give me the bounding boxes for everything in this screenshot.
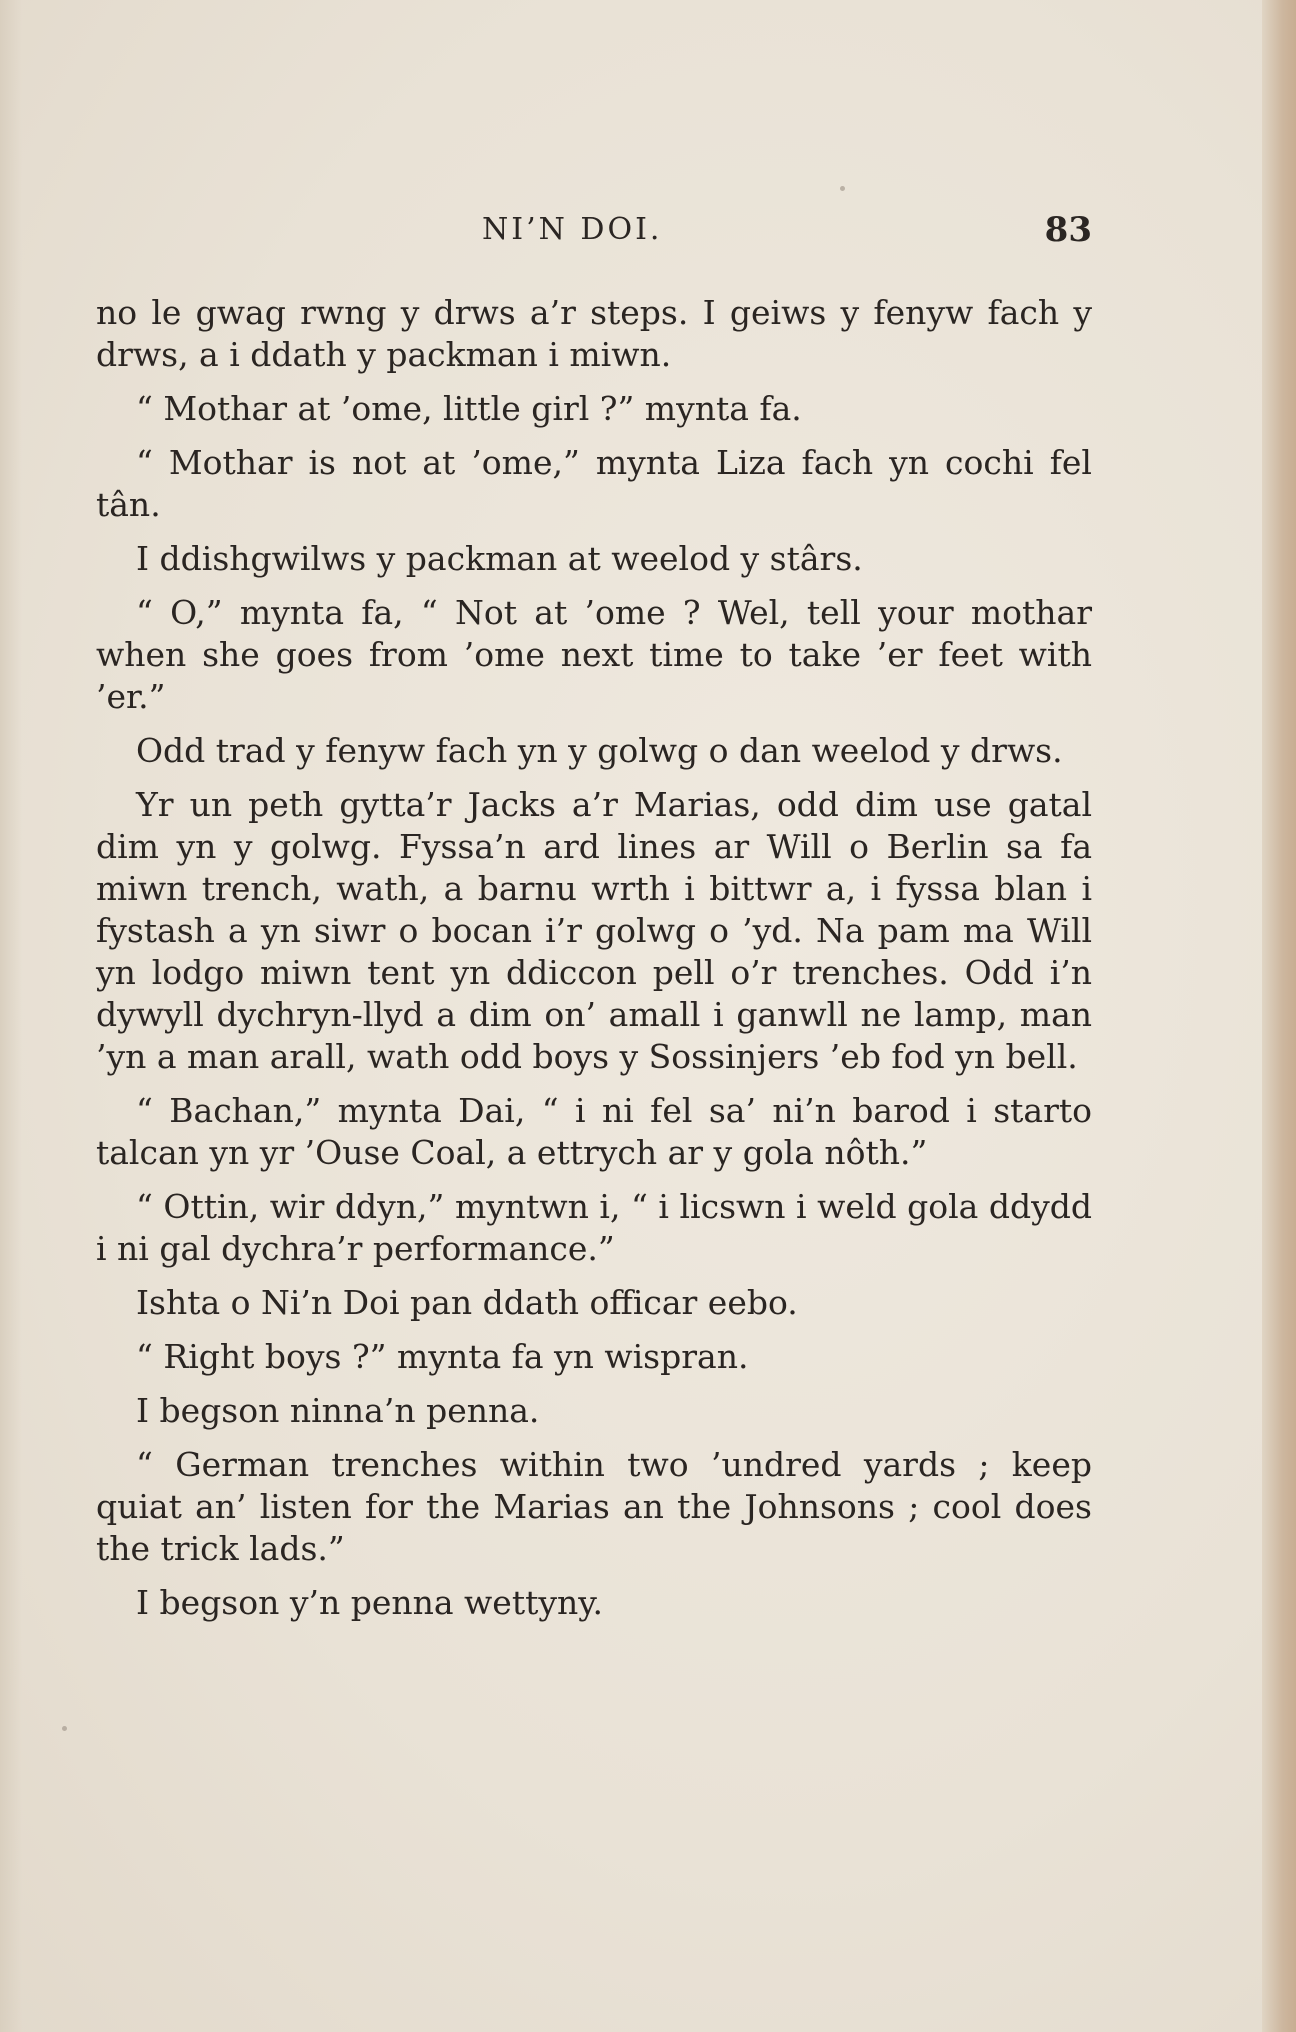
paragraph: “ Ottin, wir ddyn,” myntwn i, “ i licswn i weld gola ddydd i ni gal dychra’r performance.” [96,1187,1092,1268]
paragraph: “ German trenches within two ’undred yards ; keep quiat an’ listen for the Marias an the Johnsons ; cool does the trick lads.” [96,1445,1092,1568]
running-title: NI’N DOI. [482,212,663,247]
paragraph: Ishta o Ni’n Doi pan ddath officar eebo. [136,1283,798,1322]
paragraph: Yr un peth gytta’r Jacks a’r Marias, odd dim use gatal dim yn y golwg. Fyssa’n ard lines ar Will o Berlin sa fa miwn trench, wath, a barnu wrth i bittwr a, i fyssa blan i fystash a yn siwr o bocan i’r golwg o ’yd. Na pam ma Will yn lodgo miwn tent yn ddiccon pell o’r trenches. Odd i’n dywyll dychryn-llyd a dim on’ amall i ganwll ne lamp, man ’yn a man arall, wath odd boys y Sossinjers ’eb fod yn bell. [96,785,1092,1076]
paragraph: “ Bachan,” mynta Dai, “ i ni fel sa’ ni’n barod i starto talcan yn yr ’Ouse Coal, a ettrych ar y gola nôth.” [96,1091,1092,1172]
paragraph: I begson y’n penna wettyny. [136,1583,603,1622]
paragraph: “ Mothar is not at ’ome,” mynta Liza fach yn cochi fel tân. [96,443,1092,524]
page-gutter-shadow [0,0,22,2032]
page-header [96,212,1092,258]
paper-speck [62,1726,67,1731]
paragraph: Odd trad y fenyw fach yn y golwg o dan weelod y drws. [136,731,1063,770]
paragraph: I begson ninna’n penna. [136,1391,540,1430]
paragraph: no le gwag rwng y drws a’r steps. I geiws y fenyw fach y drws, a i ddath y packman i miwn. [96,293,1092,374]
paragraph: “ O,” mynta fa, “ Not at ’ome ? Wel, tell your mothar when she goes from ’ome next time to take ’er feet with ’er.” [96,593,1092,716]
paragraph: “ Right boys ?” mynta fa yn wispran. [136,1337,749,1376]
paragraph: “ Mothar at ’ome, little girl ?” mynta fa. [136,389,802,428]
paper-speck [840,186,845,191]
page-body [96,292,1092,1636]
paragraph: I ddishgwilws y packman at weelod y stârs. [136,539,863,578]
page-edge [1262,0,1296,2032]
page-number: 83 [1044,210,1092,250]
